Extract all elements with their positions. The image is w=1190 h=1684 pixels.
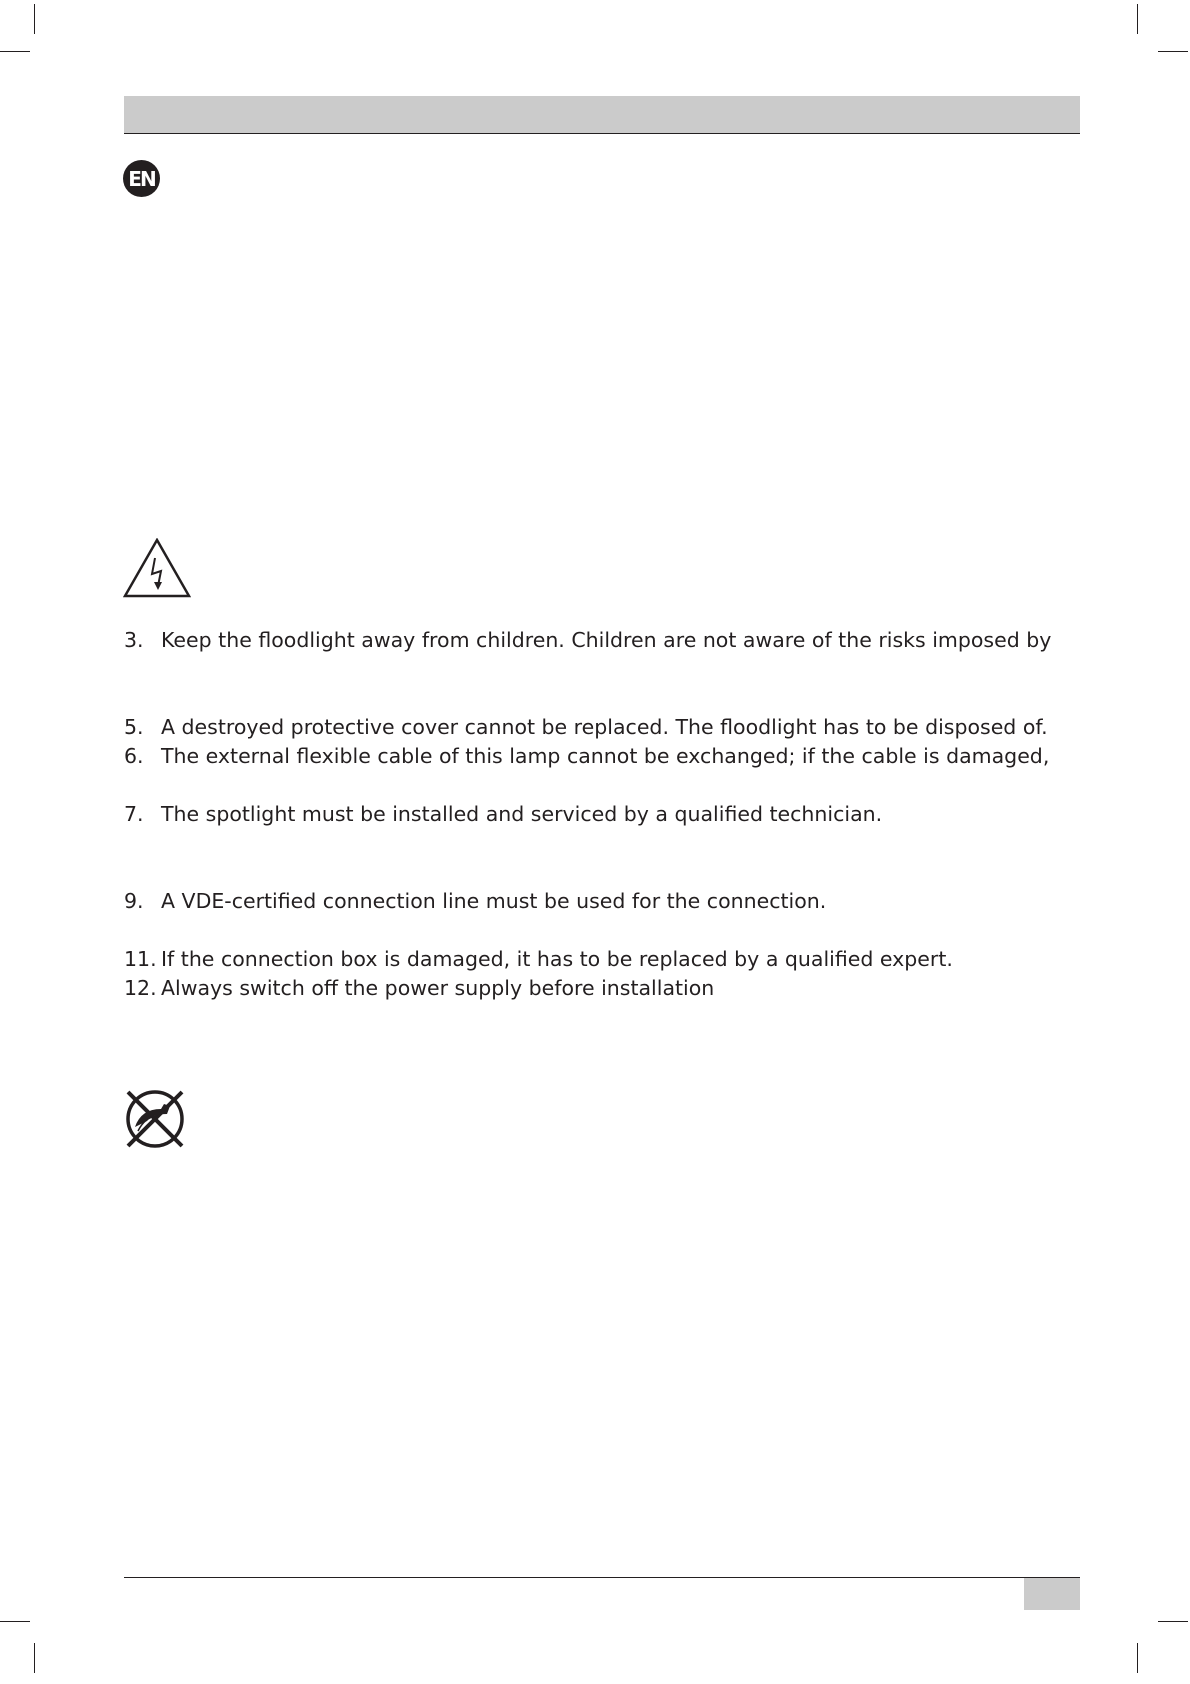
crop-mark-top-right-horizontal bbox=[1158, 51, 1188, 52]
safety-item-number: 12. bbox=[124, 976, 157, 1000]
footer-rule bbox=[124, 1577, 1080, 1578]
crop-mark-bottom-left-horizontal bbox=[0, 1621, 30, 1622]
crop-mark-bottom-left-vertical bbox=[34, 1643, 35, 1673]
crop-mark-bottom-right-horizontal bbox=[1158, 1621, 1188, 1622]
page-number-box bbox=[1024, 1578, 1080, 1610]
safety-item-text: A destroyed protective cover cannot be replaced. The floodlight has to be disposed of. bbox=[161, 715, 1048, 739]
safety-item-text: If the connection box is damaged, it has to be replaced by a qualified expert. bbox=[161, 947, 953, 971]
crop-mark-top-left-vertical bbox=[34, 4, 35, 34]
crop-mark-top-left-horizontal bbox=[0, 51, 30, 52]
safety-item-number: 9. bbox=[124, 889, 144, 913]
safety-item-number: 6. bbox=[124, 744, 144, 768]
safety-item-number: 3. bbox=[124, 628, 144, 652]
safety-item-number: 5. bbox=[124, 715, 144, 739]
header-bar bbox=[124, 96, 1080, 134]
safety-item-text: The spotlight must be installed and serviced by a qualified technician. bbox=[161, 802, 883, 826]
safety-item-text: The external flexible cable of this lamp cannot be exchanged; if the cable is damaged, bbox=[161, 744, 1050, 768]
safety-item-number: 11. bbox=[124, 947, 157, 971]
no-water-jet-icon bbox=[123, 1087, 187, 1151]
crop-mark-top-right-vertical bbox=[1137, 4, 1138, 34]
crop-mark-bottom-right-vertical bbox=[1137, 1643, 1138, 1673]
safety-item-text: A VDE-certified connection line must be used for the connection. bbox=[161, 889, 827, 913]
electric-hazard-warning-icon bbox=[123, 538, 191, 598]
safety-item-text: Always switch off the power supply before installation bbox=[161, 976, 715, 1000]
safety-item-number: 7. bbox=[124, 802, 144, 826]
safety-item-text: Keep the floodlight away from children. Children are not aware of the risks imposed by bbox=[161, 628, 1052, 652]
language-badge: EN bbox=[123, 160, 160, 197]
